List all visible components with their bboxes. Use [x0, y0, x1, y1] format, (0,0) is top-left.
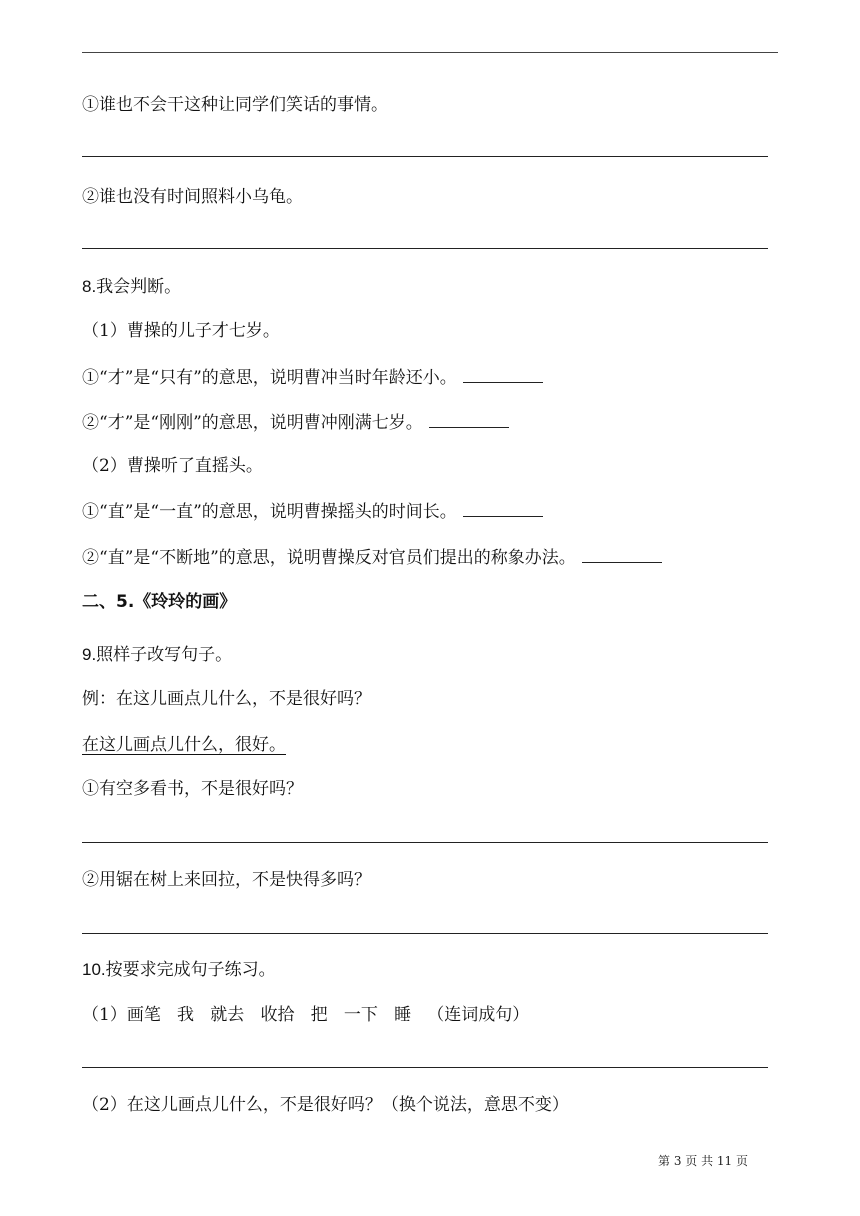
answer-line[interactable] — [82, 933, 768, 934]
q9-example: 例：在这儿画点儿什么，不是很好吗？ — [82, 689, 371, 709]
q8-sub-2-option-a — [82, 500, 543, 523]
answer-line[interactable] — [82, 1067, 768, 1068]
q7-item-1: ①谁也不会干这种让同学们笑话的事情。 — [82, 95, 388, 115]
q8-sub-2-option-b — [82, 546, 662, 569]
page-number: 第 3 页 共 11 页 — [658, 1154, 748, 1168]
option-text: ①“直”是“一直”的意思，说明曹操摇头的时间长。 — [82, 502, 457, 522]
q9-item-2: ②用锯在树上来回拉，不是快得多吗？ — [82, 870, 371, 890]
option-text: ②“直”是“不断地”的意思，说明曹操反对官员们提出的称象办法。 — [82, 548, 576, 568]
q8-sub-1: （1）曹操的儿子才七岁。 — [82, 321, 280, 341]
section-title: 二、5.《玲玲的画》 — [82, 592, 237, 612]
q10-title: 10.按要求完成句子练习。 — [82, 960, 276, 979]
option-text: ②“才”是“刚刚”的意思，说明曹冲刚满七岁。 — [82, 413, 423, 433]
answer-line[interactable] — [82, 248, 768, 249]
answer-blank[interactable] — [582, 546, 662, 563]
option-text: ①“才”是“只有”的意思，说明曹冲当时年龄还小。 — [82, 368, 457, 388]
q8-title: 8.我会判断。 — [82, 277, 182, 296]
header-rule — [82, 52, 778, 53]
q10-sub-1: （1）画笔 我 就去 收拾 把 一下 睡 （连词成句） — [82, 1005, 530, 1025]
answer-blank[interactable] — [463, 366, 543, 383]
q9-item-1: ①有空多看书，不是很好吗？ — [82, 779, 303, 799]
q7-item-2: ②谁也没有时间照料小乌龟。 — [82, 187, 303, 207]
answer-line[interactable] — [82, 842, 768, 843]
q8-sub-1-option-a — [82, 366, 543, 389]
answer-line[interactable] — [82, 156, 768, 157]
q8-sub-1-option-b — [82, 411, 509, 434]
answer-blank[interactable] — [429, 411, 509, 428]
answer-blank[interactable] — [463, 500, 543, 517]
q9-example-answer: 在这儿画点儿什么，很好。 — [82, 735, 286, 755]
q10-sub-2: （2）在这儿画点儿什么，不是很好吗？（换个说法，意思不变） — [82, 1095, 569, 1115]
q9-title: 9.照样子改写句子。 — [82, 645, 233, 664]
q8-sub-2: （2）曹操听了直摇头。 — [82, 456, 263, 476]
